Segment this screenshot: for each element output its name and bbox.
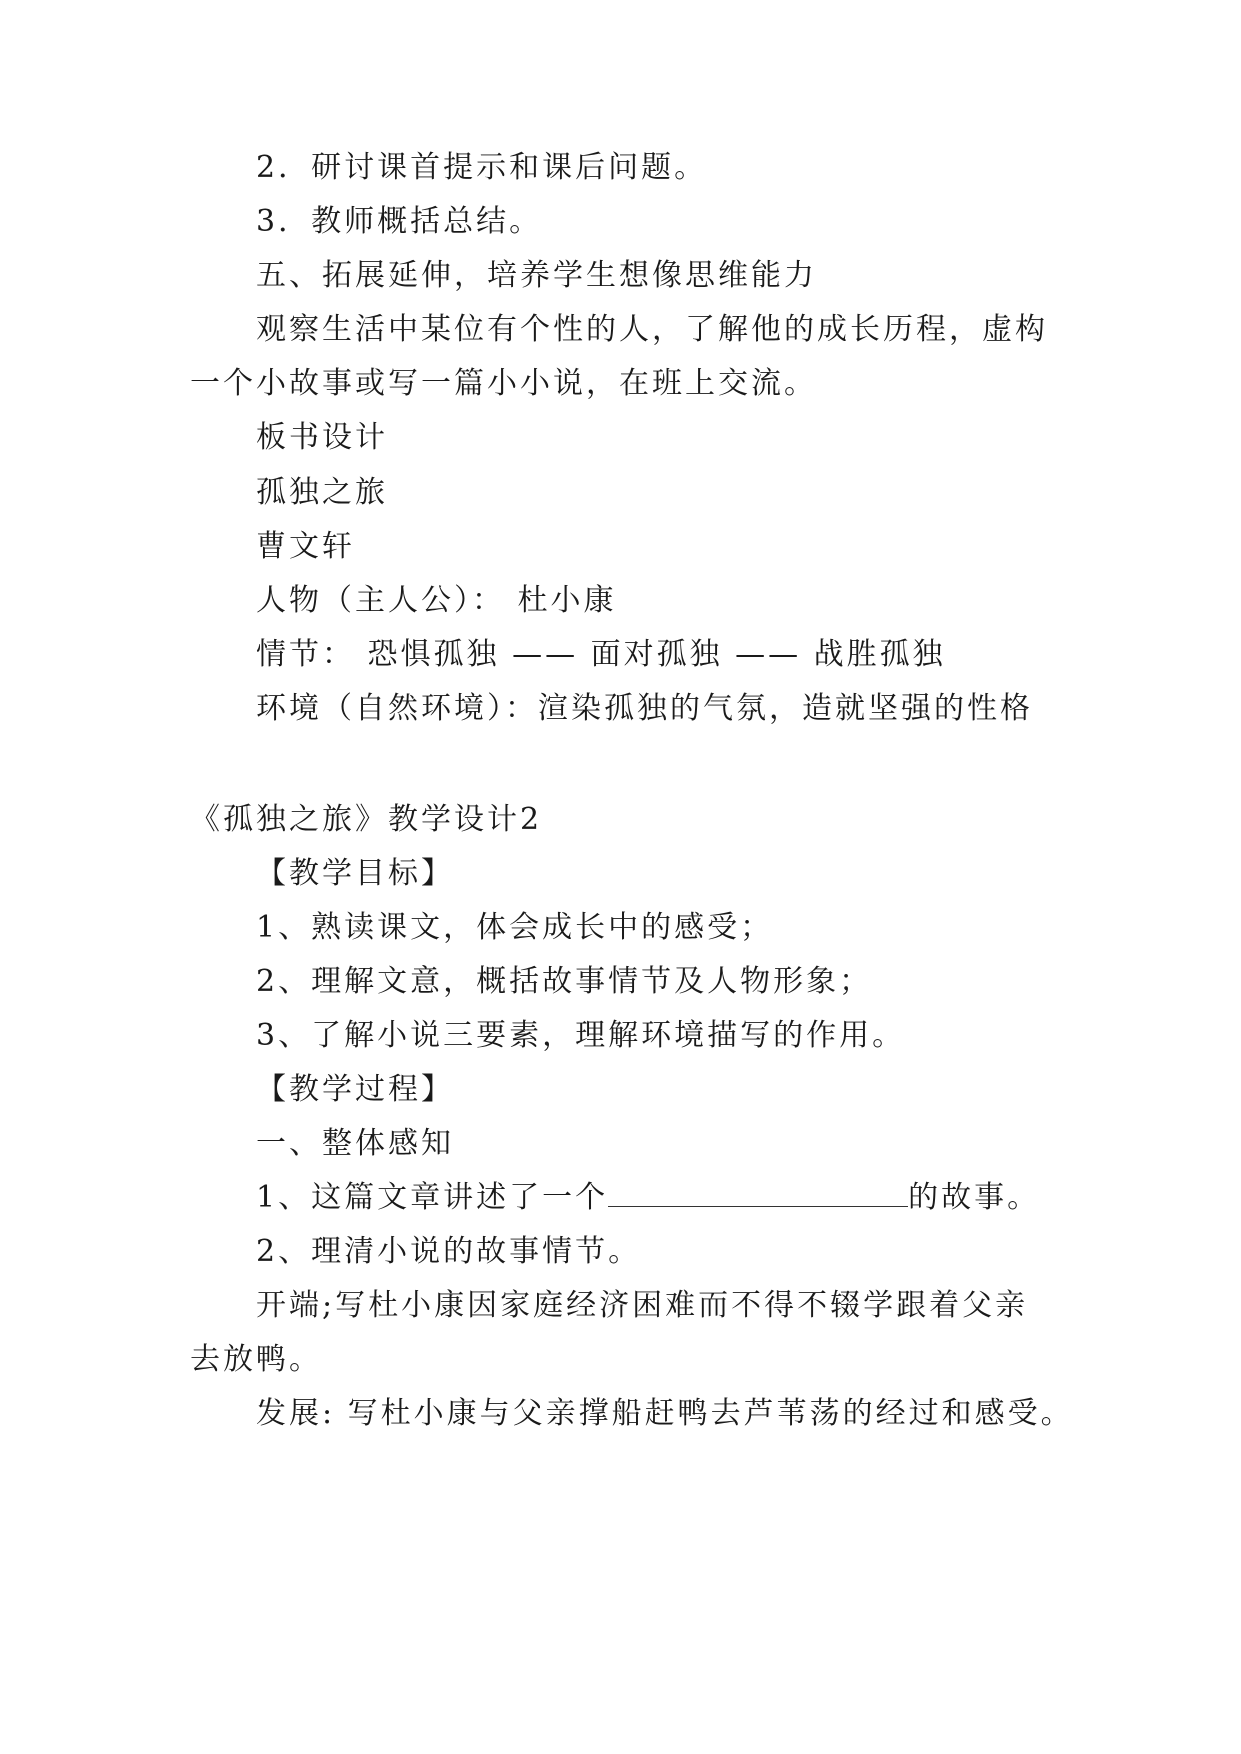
paragraph-line: 开端;写杜小康因家庭经济困难而不得不辍学跟着父亲 (256, 1288, 1029, 1323)
paragraph-line: 曹文轩 (256, 529, 355, 564)
fill-in-blank[interactable] (608, 1178, 908, 1207)
paragraph-line: 一个小故事或写一篇小小说，在班上交流。 (190, 366, 817, 401)
paragraph-line: 发展: 写杜小康与父亲撑船赶鸭去芦苇荡的经过和感受。 (256, 1396, 1074, 1431)
fill-in-line (256, 1178, 1136, 1218)
paragraph-line: 情节： 恐惧孤独 —— 面对孤独 —— 战胜孤独 (256, 637, 946, 672)
paragraph-line: 1、熟读课文，体会成长中的感受； (256, 910, 774, 945)
paragraph-line: 去放鸭。 (190, 1342, 322, 1377)
section-heading: 板书设计 (256, 420, 388, 455)
paragraph-line: 人物（主人公）： 杜小康 (256, 583, 617, 618)
paragraph-line: 环境（自然环境）：渲染孤独的气氛，造就坚强的性格 (256, 691, 1033, 726)
paragraph-line: 2．研讨课首提示和课后问题。 (256, 150, 708, 185)
paragraph-line: 孤独之旅 (256, 475, 388, 510)
section-heading: 【教学目标】 (256, 856, 454, 891)
document-title: 《孤独之旅》教学设计2 (190, 802, 543, 837)
fill-in-prefix: 1、这篇文章讲述了一个 (256, 1180, 609, 1215)
paragraph-line: 3、了解小说三要素，理解环境描写的作用。 (256, 1018, 906, 1053)
section-heading: 一、整体感知 (256, 1126, 454, 1161)
section-heading: 五、拓展延伸，培养学生想像思维能力 (256, 258, 817, 293)
fill-in-suffix: 的故事。 (908, 1180, 1041, 1215)
paragraph-line: 观察生活中某位有个性的人，了解他的成长历程，虚构 (256, 312, 1048, 347)
paragraph-line: 2、理清小说的故事情节。 (256, 1234, 642, 1269)
paragraph-line: 3．教师概括总结。 (256, 204, 543, 239)
section-heading: 【教学过程】 (256, 1072, 454, 1107)
paragraph-line: 2、理解文意，概括故事情节及人物形象； (256, 964, 873, 999)
